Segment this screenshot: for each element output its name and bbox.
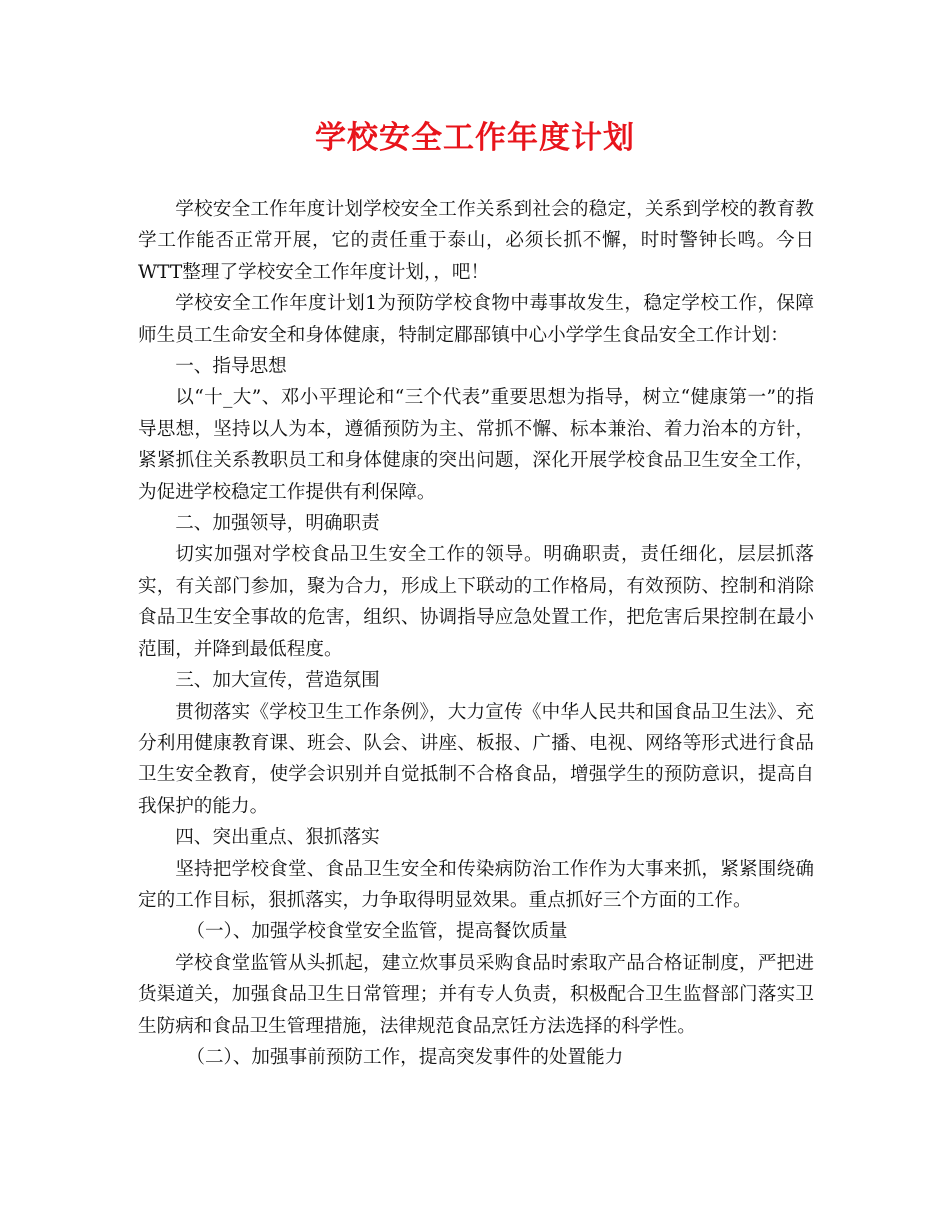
paragraph-intro: 学校安全工作年度计划学校安全工作关系到社会的稳定，关系到学校的教育教学工作能否正常开展，它的责任重于泰山，必须长抓不懈，时时警钟长鸣。今日WTT整理了学校安全工作年度计划，，吧！: [138, 199, 814, 283]
section-heading-3: 三、加大宣传，营造氛围: [175, 670, 380, 692]
paragraph-plan-1: 学校安全工作年度计划1为预防学校食物中毒事故发生，稳定学校工作，保障师生员工生命安全和身体健康，特制定郿郚镇中心小学学生食品安全工作计划：: [138, 293, 814, 346]
document-body: [138, 194, 814, 1073]
section-heading-1: 一、指导思想: [175, 356, 287, 378]
paragraph-focus: 坚持把学校食堂、食品卫生安全和传染病防治工作作为大事来抓，紧紧围绕确定的工作目标，狠抓落实，力争取得明显效果。重点抓好三个方面的工作。: [138, 858, 814, 911]
document-title: 学校安全工作年度计划: [315, 120, 635, 156]
section-heading-2: 二、加强领导，明确职责: [175, 513, 380, 535]
section-heading-4: 四、突出重点、狠抓落实: [175, 827, 380, 849]
paragraph-guiding-idea: 以“十_大”、邓小平理论和“三个代表”重要思想为指导，树立“健康第一”的指导思想，坚持以人为本，遵循预防为主、常抓不懈、标本兼治、着力治本的方针，紧紧抓住关系教职员工和身体健康的突出问题，深化开展学校食品卫生安全工作，为促进学校稳定工作提供有利保障。: [138, 387, 814, 503]
paragraph-leadership: 切实加强对学校食品卫生安全工作的领导。明确职责，责任细化，层层抓落实，有关部门参加，聚为合力，形成上下联动的工作格局，有效预防、控制和消除食品卫生安全事故的危害，组织、协调指导应急处置工作，把危害后果控制在最小范围，并降到最低程度。: [138, 544, 814, 660]
paragraph-publicity: 贯彻落实《学校卫生工作条例》，大力宣传《中华人民共和国食品卫生法》、充分利用健康教育课、班会、队会、讲座、板报、广播、电视、网络等形式进行食品卫生安全教育，使学会识别并自觉抵制不合格食品，增强学生的预防意识，提高自我保护的能力。: [138, 701, 814, 817]
paragraph-canteen: 学校食堂监管从头抓起，建立炊事员采购食品时索取产品合格证制度，严把进货渠道关，加强食品卫生日常管理；并有专人负责，积极配合卫生监督部门落实卫生防病和食品卫生管理措施，法律规范食品烹饪方法选择的科学性。: [138, 952, 814, 1037]
subsection-heading-2: （二）、加强事前预防工作，提高突发事件的处置能力: [186, 1046, 624, 1068]
subsection-heading-1: （一）、加强学校食堂安全监管，提高餐饮质量: [186, 921, 568, 943]
